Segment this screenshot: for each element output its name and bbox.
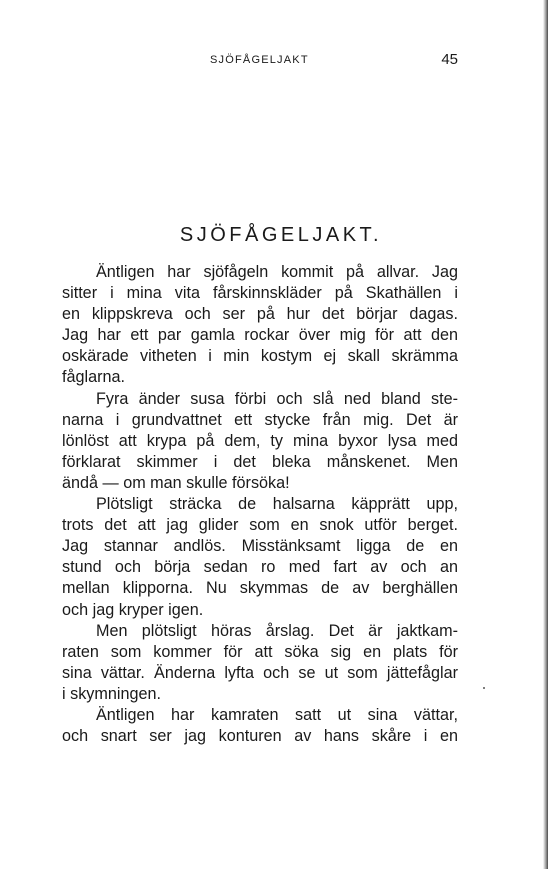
text-line: Äntligen har sjöfågeln kommit på allvar. Jag — [96, 263, 458, 281]
text-line: narna i grundvattnet ett stycke från mig. Det är — [62, 410, 458, 429]
text-line: Äntligen har kamraten satt ut sina vättar, — [96, 705, 458, 724]
page-edge-shadow — [543, 0, 548, 869]
text-line: fåglarna. — [62, 368, 125, 387]
text-line: Jag har ett par gamla rockar över mig för att den — [62, 326, 458, 345]
text-line: Fyra änder susa förbi och slå ned bland ste- — [96, 389, 458, 408]
text-line: Plötsligt sträcka de halsarna käpprätt upp, — [96, 495, 458, 514]
text-line: Jag stannar andlös. Misstänksamt ligga de en — [62, 537, 458, 556]
text-line: raten som kommer för att söka sig en plats för — [62, 642, 458, 661]
running-title: SJÖFÅGELJAKT — [210, 54, 309, 66]
text-line: och jag kryper igen. — [62, 600, 204, 619]
text-line: och snart ser jag konturen av hans skåre i en — [62, 727, 458, 746]
text-line: i skymningen. — [62, 684, 161, 703]
running-header — [62, 50, 458, 70]
text-line: lönlöst att krypa på dem, ty mina byxor lysa med — [62, 431, 458, 450]
text-line: ändå — om man skulle försöka! — [62, 473, 290, 492]
chapter-title: SJÖFÅGELJAKT. — [179, 224, 383, 246]
text-line: sitter i mina vita fårskinnskläder på Skathällen i — [62, 284, 458, 303]
paper-speck — [483, 687, 485, 689]
text-line: Men plötsligt höras årslag. Det är jaktkam- — [96, 621, 458, 640]
text-line: mellan klipporna. Nu skymmas de av berghällen — [62, 579, 458, 598]
page-number: 45 — [441, 51, 458, 68]
text-line: oskärade vitheten i min kostym ej skall skrämma — [62, 347, 458, 366]
text-line: en klippskreva och ser på hur det börjar dagas. — [62, 305, 458, 324]
text-line: stund och börja sedan ro med fart av och an — [62, 558, 458, 577]
text-line: förklarat skimmer i det bleka månskenet. Men — [62, 452, 458, 471]
text-line: trots det att jag glider som en snok utför berget. — [62, 516, 458, 535]
text-line: sina vättar. Änderna lyfta och se ut som jättefåglar — [62, 663, 458, 682]
body-text — [62, 262, 458, 747]
